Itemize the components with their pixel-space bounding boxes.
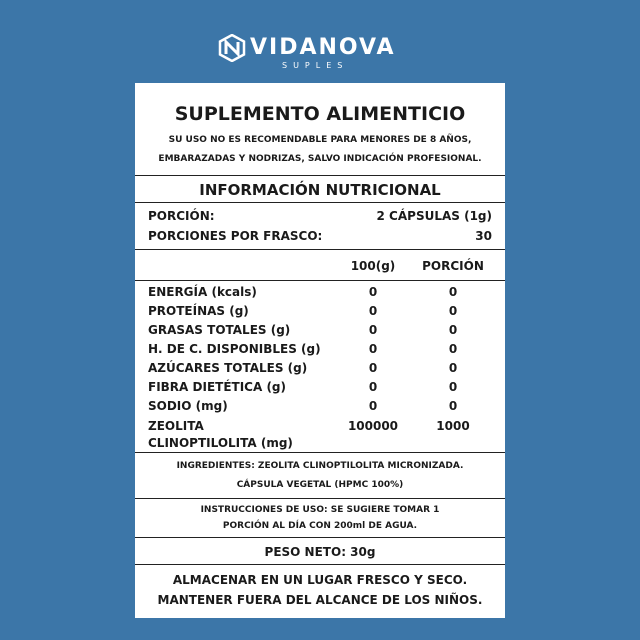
nutrient-per-portion: 0 xyxy=(448,323,458,337)
storage-line-1: ALMACENAR EN UN LUGAR FRESCO Y SECO. xyxy=(172,573,468,587)
instructions-line-1: INSTRUCCIONES DE USO: SE SUGIERE TOMAR 1 xyxy=(200,505,440,515)
nutrient-name: PROTEÍNAS (g) xyxy=(148,304,249,318)
column-header-blank xyxy=(148,251,333,281)
nutrient-name: GRASAS TOTALES (g) xyxy=(148,323,291,337)
nutrients-section xyxy=(135,281,505,453)
nutrient-per100: 0 xyxy=(368,323,378,337)
zeolite-per100: 100000 xyxy=(347,419,399,433)
nutrient-per100: 0 xyxy=(368,380,378,394)
nutrient-row xyxy=(135,340,505,359)
brand-logo xyxy=(0,34,640,74)
nutrient-per100: 0 xyxy=(368,285,378,299)
brand-mark-icon xyxy=(218,34,246,62)
zeolite-per-portion: 1000 xyxy=(436,419,470,433)
nutrient-row xyxy=(135,378,505,397)
ingredients-line-1: INGREDIENTES: ZEOLITA CLINOPTILOLITA MICRONIZADA. xyxy=(176,461,464,471)
portion-label: PORCIÓN: xyxy=(148,209,215,223)
instructions-line-2: PORCIÓN AL DÍA CON 200ml DE AGUA. xyxy=(222,521,418,531)
nutrient-name: SODIO (mg) xyxy=(148,399,228,413)
label-title: SUPLEMENTO ALIMENTICIO xyxy=(174,103,466,125)
nutrient-per100: 0 xyxy=(368,342,378,356)
nutrient-per-portion: 0 xyxy=(448,399,458,413)
ingredients-line-2: CÁPSULA VEGETAL (HPMC 100%) xyxy=(236,480,404,490)
brand-name: VIDANOVA xyxy=(250,35,396,60)
nutrient-name: H. DE C. DISPONIBLES (g) xyxy=(148,342,321,356)
storage-section xyxy=(135,565,505,610)
nutrient-name: ENERGÍA (kcals) xyxy=(148,285,257,299)
nutrient-row xyxy=(135,321,505,340)
nutrient-per-portion: 0 xyxy=(448,361,458,375)
column-header-section xyxy=(135,251,505,281)
column-header-100g: 100(g) xyxy=(350,259,396,273)
nutrient-name: AZÚCARES TOTALES (g) xyxy=(148,361,308,375)
nutrient-name: FIBRA DIETÉTICA (g) xyxy=(148,380,286,394)
nutrient-row xyxy=(135,359,505,378)
zeolite-name xyxy=(148,418,333,452)
zeolite-row xyxy=(135,418,505,452)
nutrient-per-portion: 0 xyxy=(448,304,458,318)
warning-line-2: EMBARAZADAS Y NODRIZAS, SALVO INDICACIÓN PROFESIONAL. xyxy=(158,154,482,164)
warning-line-1: SU USO NO ES RECOMENDABLE PARA MENORES DE 8 AÑOS, xyxy=(168,135,472,145)
zeolite-name-line-1: ZEOLITA xyxy=(148,419,204,433)
portion-row xyxy=(135,206,505,226)
portion-section xyxy=(135,203,505,250)
ingredients-section xyxy=(135,454,505,499)
nutrient-per-portion: 0 xyxy=(448,342,458,356)
portion-value: 2 CÁPSULAS (1g) xyxy=(376,209,492,223)
nutrient-row xyxy=(135,302,505,321)
servings-value: 30 xyxy=(475,229,492,243)
net-weight: PESO NETO: 30g xyxy=(264,545,376,559)
nutrient-row xyxy=(135,397,505,416)
net-weight-section xyxy=(135,539,505,565)
nutrition-heading-section xyxy=(135,175,505,203)
nutrient-per100: 0 xyxy=(368,399,378,413)
servings-row xyxy=(135,226,505,246)
nutrient-per-portion: 0 xyxy=(448,285,458,299)
nutrient-per-portion: 0 xyxy=(448,380,458,394)
zeolite-name-line-2: CLINOPTILOLITA (mg) xyxy=(148,436,293,450)
nutrient-row xyxy=(135,283,505,302)
nutrition-heading: INFORMACIÓN NUTRICIONAL xyxy=(199,181,441,199)
nutrient-per100: 0 xyxy=(368,304,378,318)
brand-subtitle: SUPLES xyxy=(282,61,349,70)
nutrient-per100: 0 xyxy=(368,361,378,375)
column-header-portion: PORCIÓN xyxy=(422,259,484,273)
nutrition-label xyxy=(135,83,505,618)
servings-label: PORCIONES POR FRASCO: xyxy=(148,229,323,243)
instructions-section xyxy=(135,500,505,538)
title-section xyxy=(135,83,505,176)
column-header-row xyxy=(135,251,505,281)
storage-line-2: MANTENER FUERA DEL ALCANCE DE LOS NIÑOS. xyxy=(157,593,483,607)
